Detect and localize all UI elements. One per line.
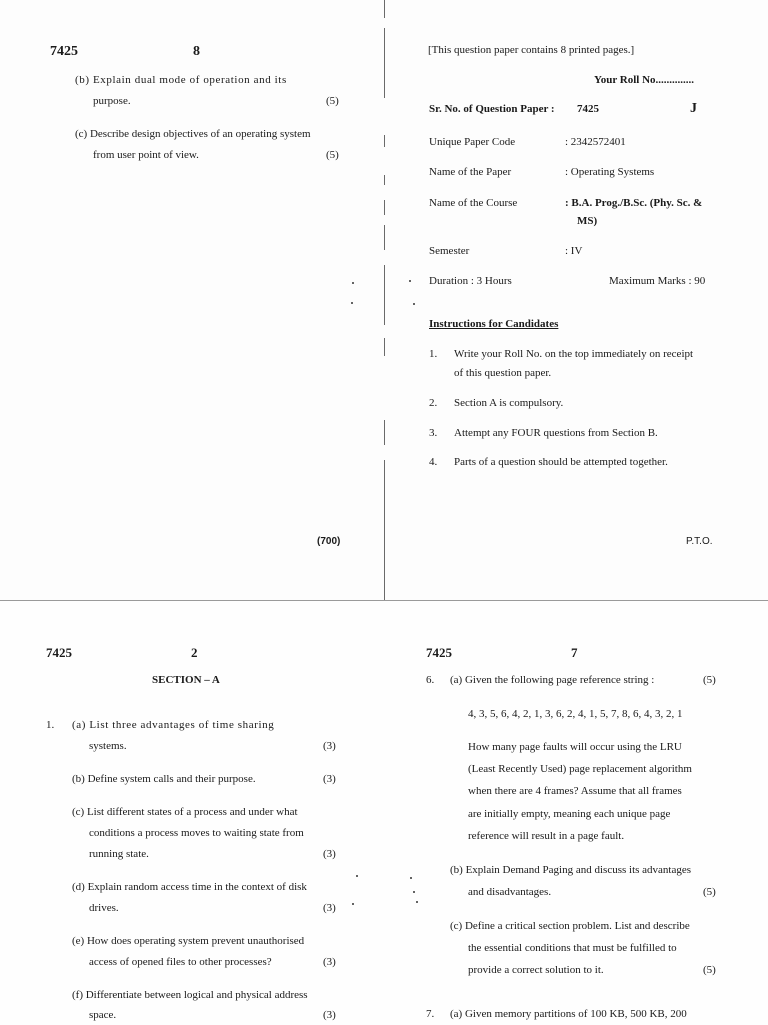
- page-number: 8: [193, 44, 200, 59]
- fold-line: [384, 28, 385, 98]
- marks: (5): [326, 95, 339, 107]
- instruction-text: Attempt any FOUR questions from Section B.: [454, 427, 658, 439]
- marks: (3): [323, 1009, 336, 1021]
- fold-line: [384, 225, 385, 250]
- page-number: 2: [191, 645, 198, 660]
- question-text: conditions a process moves to waiting state from: [89, 827, 304, 839]
- marks: (3): [323, 902, 336, 914]
- question-text: drives.: [89, 902, 119, 914]
- marks: (3): [323, 956, 336, 968]
- bottom-sheet: [0, 600, 768, 1025]
- serial-value: 7425: [577, 103, 599, 115]
- instructions-title: Instructions for Candidates: [429, 318, 559, 330]
- speck: [416, 901, 418, 903]
- question-text: purpose.: [93, 95, 131, 107]
- question-text: systems.: [89, 740, 127, 752]
- marks: (3): [323, 740, 336, 752]
- field-label: Unique Paper Code: [429, 136, 516, 148]
- question-text: (b) Explain dual mode of operation and its: [75, 74, 287, 86]
- marks: (5): [326, 149, 339, 161]
- question-text: running state.: [89, 848, 149, 860]
- question-text: are initially empty, meaning each unique page: [468, 808, 671, 820]
- roll-number: Your Roll No..............: [594, 74, 695, 86]
- question-text: access of opened files to other processes?: [89, 956, 272, 968]
- speck: [410, 877, 412, 879]
- field-label: Semester: [429, 245, 470, 257]
- speck: [356, 875, 358, 877]
- paper-code: 7425: [46, 645, 72, 660]
- field-value: MS): [577, 215, 598, 227]
- question-text: space.: [89, 1009, 117, 1021]
- question-text: How many page faults will occur using the LRU: [468, 741, 682, 753]
- question-text: (c) Describe design objectives of an operating system: [75, 128, 311, 140]
- question-text: (Least Recently Used) page replacement algorithm: [468, 763, 692, 775]
- speck: [351, 302, 353, 304]
- marks: (3): [323, 773, 336, 785]
- instruction-number: 3.: [429, 427, 438, 439]
- field-value: : B.A. Prog./B.Sc. (Phy. Sc. &: [565, 197, 703, 209]
- question-text: and disadvantages.: [468, 886, 552, 898]
- question-text: (b) Explain Demand Paging and discuss its advantages: [450, 864, 692, 876]
- reference-string: 4, 3, 5, 6, 4, 2, 1, 3, 6, 2, 4, 1, 5, 7, 8, 6, 4, 3, 2, 1: [468, 708, 683, 720]
- question-number: 7.: [426, 1008, 435, 1020]
- speck: [413, 303, 415, 305]
- instruction-text: of this question paper.: [454, 367, 552, 379]
- paper-code: 7425: [50, 44, 78, 59]
- speck: [352, 903, 354, 905]
- question-text: (a) List three advantages of time sharing: [72, 719, 275, 731]
- speck: [409, 280, 411, 282]
- question-text: the essential conditions that must be fulfilled to: [468, 942, 677, 954]
- question-text: (a) Given memory partitions of 100 KB, 500 KB, 200: [450, 1008, 687, 1020]
- question-text: (e) How does operating system prevent unauthorised: [72, 935, 305, 947]
- fold-line: [384, 265, 385, 325]
- fold-line: [384, 460, 385, 600]
- question-text: reference will result in a page fault.: [468, 830, 625, 842]
- marks: (5): [703, 964, 716, 976]
- question-text: (f) Differentiate between logical and physical address: [72, 989, 308, 1001]
- question-text: (b) Define system calls and their purpose.: [72, 773, 256, 785]
- section-title: SECTION – A: [152, 674, 220, 686]
- fold-line: [384, 338, 385, 356]
- question-number: 6.: [426, 674, 435, 686]
- speck: [352, 282, 354, 284]
- question-text: (c) Define a critical section problem. List and describe: [450, 920, 690, 932]
- pages-note: [This question paper contains 8 printed pages.]: [428, 44, 635, 56]
- question-text: provide a correct solution to it.: [468, 964, 604, 976]
- instruction-number: 1.: [429, 348, 438, 360]
- instruction-text: Write your Roll No. on the top immediately on receipt: [454, 348, 694, 360]
- copies-count: (700): [317, 536, 341, 547]
- question-text: (c) List different states of a process and under what: [72, 806, 298, 818]
- marks: (5): [703, 886, 716, 898]
- maximum-marks: Maximum Marks : 90: [609, 275, 706, 287]
- question-text: (d) Explain random access time in the context of disk: [72, 881, 307, 893]
- instruction-number: 2.: [429, 397, 438, 409]
- marks: (5): [703, 674, 716, 686]
- fold-line: [384, 0, 385, 18]
- field-value: : Operating Systems: [565, 166, 655, 178]
- pto-note: P.T.O.: [686, 536, 713, 547]
- field-label: Name of the Paper: [429, 166, 512, 178]
- instruction-number: 4.: [429, 456, 438, 468]
- question-text: (a) Given the following page reference string :: [450, 674, 655, 686]
- field-value: : 2342572401: [565, 136, 626, 148]
- paper-code: 7425: [426, 645, 452, 660]
- fold-line: [384, 200, 385, 215]
- question-text: when there are 4 frames? Assume that all frames: [468, 785, 682, 797]
- serial-label: Sr. No. of Question Paper :: [429, 103, 555, 115]
- question-number: 1.: [46, 719, 55, 731]
- instruction-text: Parts of a question should be attempted together.: [454, 456, 668, 468]
- field-value: : IV: [565, 245, 583, 257]
- speck: [413, 891, 415, 893]
- page-number: 7: [571, 645, 578, 660]
- marks: (3): [323, 848, 336, 860]
- fold-line: [384, 175, 385, 185]
- fold-line: [384, 420, 385, 445]
- question-text: from user point of view.: [93, 149, 199, 161]
- fold-line: [384, 135, 385, 147]
- set-letter: J: [690, 101, 697, 116]
- instruction-text: Section A is compulsory.: [454, 397, 564, 409]
- field-label: Name of the Course: [429, 197, 518, 209]
- duration: Duration : 3 Hours: [429, 275, 512, 287]
